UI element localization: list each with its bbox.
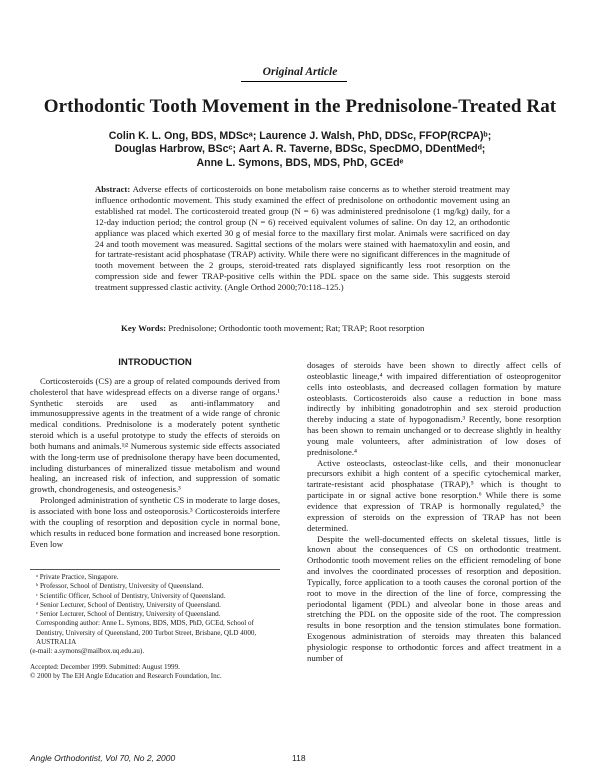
body-paragraph: dosages of steroids have been shown to directly affect cells of osteoblastic lineage,⁴ with impaired differentiation of osteoprogenitor cells into osteoblasts, and decreased collagen formation by mature osteoblasts. Corticosteroids also cause a reduction in bone mass indirectly by inhibiting gonadotrophin and sex steroid production thereby inducing a state of hypogonadism.³ Recently, bone resorption has been shown to remain unchanged or to decrease slightly in healthy young male volunteers, after administration of low doses of prednisolone.⁴ [307, 360, 561, 457]
author-line: Douglas Harbrow, BScᶜ; Aart A. R. Taverne, BDSc, SpecDMO, DDentMedᵈ; [114, 143, 486, 156]
footnote-affiliation: ᵉ Senior Lecturer, School of Dentistry, University of Queensland. [36, 610, 221, 619]
abstract [95, 184, 510, 293]
page-number: 118 [292, 753, 306, 763]
footer-journal: Angle Orthodontist, Vol 70, No 2, 2000 [30, 753, 176, 763]
body-paragraph: Corticosteroids (CS) are a group of related compounds derived from cholesterol that have widespread effects on a diverse range of organs.¹ Synthetic steroids are used as anti-inflammatory and immunosuppressive agents in the treatment of a wide range of chronic medical conditions. Prednisolone is a moderately potent synthetic steroid which is a useful prototype to study the effects of steroids on both humans and animals.¹ʲ² Numerous systemic side effects associated with the long-term use of prednisolone therapy have been documented, including disturbances of mineralized tissue metabolism and wound healing, an increased risk of infection, and suppression of somatic growth, chondrogenesis, and osteogenesis.³ [30, 375, 280, 495]
author-list [80, 130, 520, 170]
section-label-underline [241, 81, 347, 82]
author-line: Anne L. Symons, BDS, MDS, PhD, GCEdᵉ [196, 156, 404, 169]
abstract-label: Abstract: [95, 184, 131, 194]
footnote-affiliation: ᶜ Scientific Officer, School of Dentistry, University of Queensland. [36, 591, 226, 600]
footnote-affiliation: ᵈ Senior Lecturer, School of Dentistry, University of Queensland. [36, 600, 221, 609]
section-heading-introduction: INTRODUCTION [118, 357, 192, 368]
keywords [121, 323, 521, 333]
footnote-correspondence: Corresponding author: Anne L. Symons, BDS, MDS, PhD, GCEd, School of Dentistry, University of Queensland, 200 Turbot Street, Brisbane, QLD 4000, AUSTRALIA [36, 619, 257, 647]
keywords-label: Key Words: [121, 323, 167, 333]
body-paragraph: Despite the well-documented effects on skeletal tissues, little is known about the consequences of CS on orthodontic treatment. Orthodontic tooth movement relies on the efficient remodeling of bone and involves the coordinated processes of resorption and deposition. Typically, force application to a tooth causes the coronal portion of the root to move in the direction of the line of force, compressing the periodontal ligament (PDL) and alveolar bone in those areas and stretching the PDL on the opposite side of the root. The compression results in bone resorption and the tension stimulates bone formation. Exogenous administration of steroids may threaten this balanced physiologic response to orthodontic forces and affect treatment in a number of [307, 533, 561, 663]
footnotes [30, 569, 280, 681]
footnote-divider [30, 569, 280, 570]
author-line: Colin K. L. Ong, BDS, MDScᵃ; Laurence J. Walsh, PhD, DDSc, FFOP(RCPA)ᵇ; [108, 130, 492, 142]
footnote-email[interactable]: (e-mail: a.symons@mailbox.uq.edu.au). [30, 647, 145, 656]
keywords-text: Prednisolone; Orthodontic tooth movement; Rat; TRAP; Root resorption [168, 323, 425, 333]
footnote-affiliation: ᵃ Private Practice, Singapore. [36, 573, 119, 581]
section-label-text: Original Article [262, 66, 338, 78]
footnote-accepted: Accepted: December 1999. Submitted: August 1999. [30, 662, 180, 671]
left-column [30, 358, 280, 549]
body-paragraph: Prolonged administration of synthetic CS in moderate to large doses, is associated with bone loss and osteoporosis.³ Corticosteroids interfere with the coupling of resorption and deposition cycle in normal bone, which results in reduced bone formation and increased bone resorption. Even low [30, 495, 280, 549]
section-label [0, 66, 600, 78]
right-column [307, 360, 561, 664]
article-title: Orthodontic Tooth Movement in the Prednisolone-Treated Rat [43, 96, 557, 117]
abstract-text: Adverse effects of corticosteroids on bone metabolism raise concerns as to whether steroid treatment may influence orthodontic movement. This study examined the effect of prednisolone on orthodontic movement using an established rat model. The corticosteroid treated group (N = 6) was administered prednisolone (1 mg/kg) daily, for a 12-day induction period; the control group (N = 6) received equivalent volumes of saline. On day 12, an orthodontic appliance was placed which exerted 30 g of mesial force to the maxillary first molar. Animals were sacrificed on day 24 and tooth movement was measured. Sagittal sections of the molars were stained with haematoxylin and eosin, and for tartrate-resistant acid phosphatase (TRAP) activity. While there were no significant differences in the magnitude of tooth movement between the 2 groups, steroid-treated rats displayed significantly less root resorption on the compression side and fewer TRAP-positive cells within the PDL space on the same side. This suggests steroid treatment suppressed clastic activity. (Angle Orthod 2000;70:118–125.) [95, 184, 510, 293]
body-paragraph: Active osteoclasts, osteoclast-like cells, and their mononuclear precursors exhibit a high content of a specific cytochemical marker, tartrate-resistant acid phosphatase (TRAP),⁵ which is thought to participate in or signal active bone resorption.⁶ While there is some evidence that expression of TRAP is hormonally regulated,⁵ the expression of steroids on the expression of TRAP has not been determined. [307, 457, 561, 533]
footnote-affiliation: ᵇ Professor, School of Dentistry, University of Queensland. [36, 582, 204, 591]
footnote-copyright: © 2000 by The EH Angle Education and Research Foundation, Inc. [30, 671, 222, 680]
